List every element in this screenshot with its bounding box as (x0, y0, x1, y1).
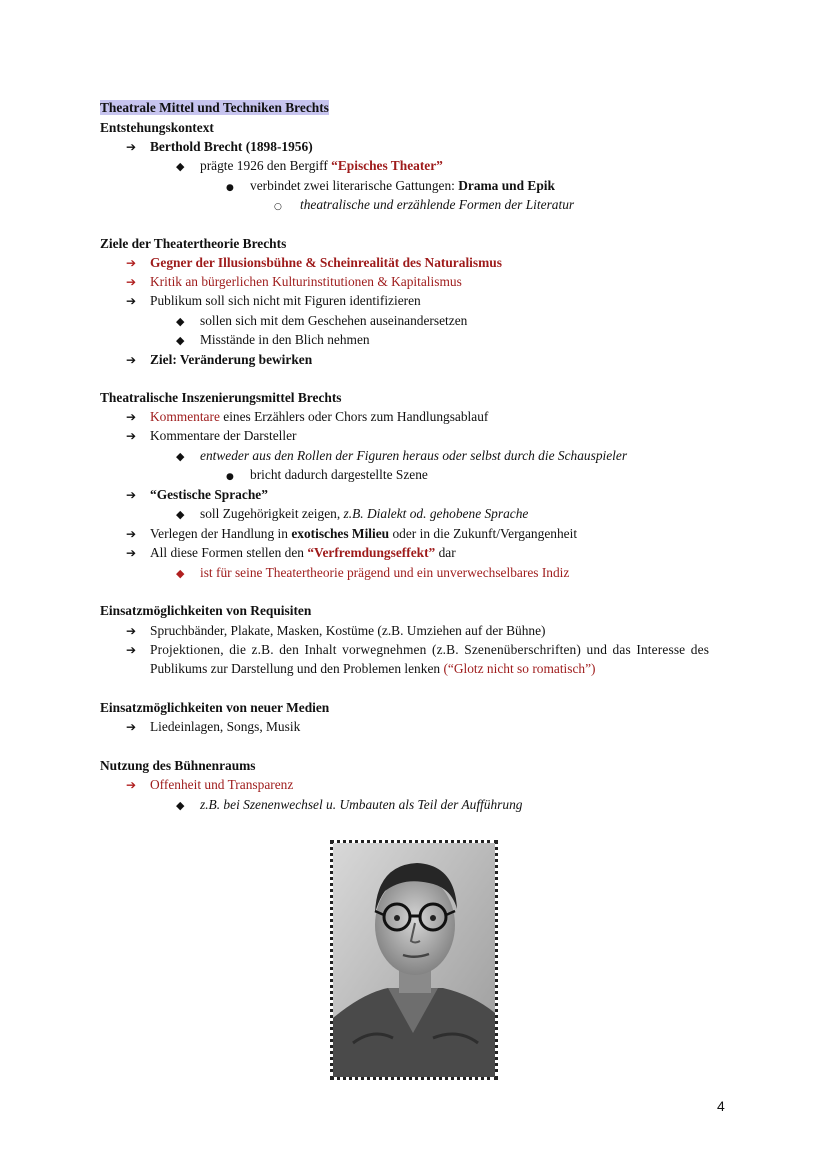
arrow-icon: ➔ (126, 256, 137, 270)
list-item: ➔ Ziel: Veränderung bewirken (126, 352, 313, 367)
dot-bullet-icon: ● (226, 472, 234, 482)
arrow-icon: ➔ (126, 643, 137, 657)
list-item: ➔ Kritik an bürgerlichen Kulturinstitutionen & Kapitalismus (126, 274, 462, 289)
circle-bullet-icon: ○ (274, 202, 282, 212)
diamond-bullet-icon: ◆ (176, 799, 185, 812)
portrait-photo (330, 840, 498, 1080)
arrow-icon: ➔ (126, 720, 137, 734)
list-item: ◆ prägte 1926 den Bergiff “Episches Theater” (176, 157, 443, 176)
arrow-icon: ➔ (126, 140, 137, 154)
page-number: 4 (717, 1098, 725, 1114)
arrow-icon: ➔ (126, 275, 137, 289)
list-item: ◆ Misstände in den Blich nehmen (176, 331, 370, 350)
diamond-bullet-icon: ◆ (176, 334, 185, 347)
list-item: ➔ All diese Formen stellen den “Verfremdungseffekt” dar (126, 545, 456, 560)
arrow-icon: ➔ (126, 488, 137, 502)
arrow-icon: ➔ (126, 527, 137, 541)
list-item: ● verbindet zwei literarische Gattungen: Drama und Epik (226, 177, 555, 197)
arrow-icon: ➔ (126, 778, 137, 792)
list-item: ➔ Projektionen, die z.B. den Inhalt vorwegnehmen (z.B. Szenenüberschriften) und das Interesse des (126, 642, 710, 657)
list-item: ➔ Offenheit und Transparenz (126, 777, 294, 792)
list-item: ➔ Berthold Brecht (1898-1956) (126, 139, 313, 154)
diamond-bullet-icon: ◆ (176, 160, 185, 173)
list-item: ◆ soll Zugehörigkeit zeigen, z.B. Dialekt od. gehobene Sprache (176, 505, 528, 524)
arrow-icon: ➔ (126, 546, 137, 560)
dot-bullet-icon: ● (226, 183, 234, 193)
list-item: ◆ z.B. bei Szenenwechsel u. Umbauten als Teil der Aufführung (176, 796, 522, 815)
arrow-icon: ➔ (126, 624, 137, 638)
section-heading-buehnenraum: Nutzung des Bühnenraums (100, 758, 256, 773)
list-item: ◆ entweder aus den Rollen der Figuren heraus oder selbst durch die Schauspieler (176, 447, 627, 466)
section-heading-requisiten: Einsatzmöglichkeiten von Requisiten (100, 603, 312, 618)
section-heading-ziele: Ziele der Theatertheorie Brechts (100, 236, 287, 251)
diamond-bullet-icon: ◆ (176, 315, 185, 328)
arrow-icon: ➔ (126, 353, 137, 367)
list-item: ◆ ist für seine Theatertheorie prägend und ein unverwechselbares Indiz (176, 564, 569, 583)
list-item: ➔ Liedeinlagen, Songs, Musik (126, 719, 301, 734)
section-heading-medien: Einsatzmöglichkeiten von neuer Medien (100, 700, 330, 715)
section-heading-inszenierungsmittel: Theatralische Inszenierungsmittel Brechts (100, 390, 342, 405)
list-item: ➔ Spruchbänder, Plakate, Masken, Kostüme (z.B. Umziehen auf der Bühne) (126, 623, 546, 638)
list-item: ➔ Publikum soll sich nicht mit Figuren identifizieren (126, 293, 421, 308)
diamond-bullet-icon: ◆ (176, 450, 185, 463)
arrow-icon: ➔ (126, 410, 137, 424)
list-item: ➔ Kommentare eines Erzählers oder Chors zum Handlungsablauf (126, 409, 489, 424)
list-item: ○ theatralische und erzählende Formen der Literatur (274, 196, 574, 216)
list-item: ◆ sollen sich mit dem Geschehen auseinandersetzen (176, 312, 467, 331)
list-item-continuation: Publikums zur Darstellung und den Problemen lenken (“Glotz nicht so romatisch”) (150, 661, 596, 676)
page-title: Theatrale Mittel und Techniken Brechts (100, 100, 329, 115)
list-item: ● bricht dadurch dargestellte Szene (226, 466, 428, 486)
arrow-icon: ➔ (126, 429, 137, 443)
section-heading-entstehungskontext: Entstehungskontext (100, 120, 214, 135)
diamond-bullet-icon: ◆ (176, 567, 185, 580)
list-item: ➔ Gegner der Illusionsbühne & Scheinrealität des Naturalismus (126, 255, 502, 270)
portrait-photo-brecht-icon (333, 843, 495, 1077)
diamond-bullet-icon: ◆ (176, 508, 185, 521)
list-item: ➔ Kommentare der Darsteller (126, 428, 297, 443)
list-item: ➔ “Gestische Sprache” (126, 487, 268, 502)
arrow-icon: ➔ (126, 294, 137, 308)
list-item: ➔ Verlegen der Handlung in exotisches Milieu oder in die Zukunft/Vergangenheit (126, 526, 578, 541)
